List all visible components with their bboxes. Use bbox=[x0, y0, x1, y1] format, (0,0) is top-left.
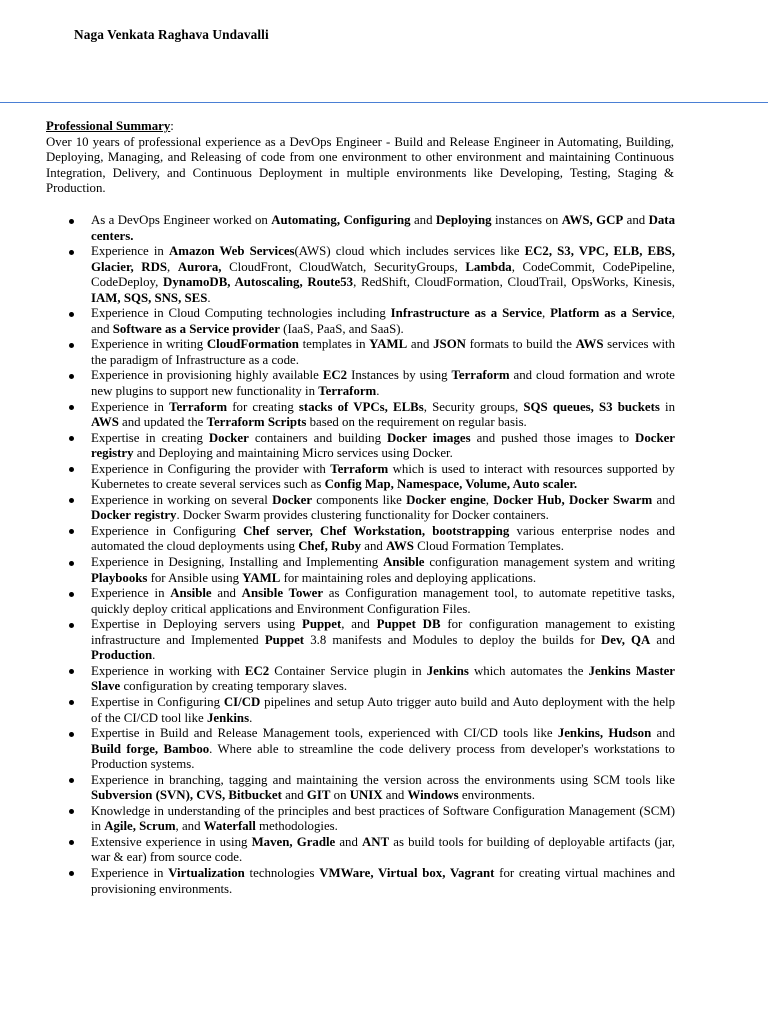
bullet-dot-icon bbox=[69, 529, 74, 534]
bullet-dot-icon bbox=[69, 467, 74, 472]
bold-text: EC2 bbox=[244, 663, 270, 678]
text: containers and building bbox=[248, 430, 388, 445]
text: technologies bbox=[244, 865, 320, 880]
bold-text: Amazon Web Services bbox=[168, 244, 295, 259]
text: (AWS) cloud which includes services like bbox=[294, 244, 525, 259]
bold-text: UNIX bbox=[349, 788, 383, 803]
bold-text: Ansible bbox=[170, 586, 212, 601]
summary-intro: Over 10 years of professional experience as a DevOps Engineer - Build and Release Engineer in Automating, Building, Deploying, Managing, and Releasing of code from one environment to other environment and maintaining Continuous Integration, Delivery, and Continuous Deployment in multiple environments like Developing, Testing, Staging & Production. bbox=[46, 134, 674, 196]
bullet-item bbox=[91, 524, 675, 555]
bold-text: Playbooks bbox=[91, 570, 148, 585]
bold-text: Docker images bbox=[387, 430, 471, 445]
bold-text: Jenkins bbox=[206, 710, 250, 725]
text: pipelines and setup Auto trigger auto build and Auto deployment with the help of the CI/CD tool like bbox=[91, 694, 676, 725]
bullet-item bbox=[91, 337, 675, 368]
text: Expertise in Deploying servers using bbox=[91, 617, 302, 632]
bold-text: Platform as a Service bbox=[550, 306, 672, 321]
text: Experience in bbox=[91, 399, 170, 414]
bullet-dot-icon bbox=[69, 778, 74, 783]
bold-text: Maven, Gradle bbox=[251, 834, 336, 849]
bullet-dot-icon bbox=[69, 219, 74, 224]
bullet-item bbox=[91, 695, 675, 726]
text: (IaaS, PaaS, and SaaS). bbox=[279, 321, 404, 336]
text: and bbox=[651, 726, 675, 741]
text: for maintaining roles and deploying applications. bbox=[280, 570, 537, 585]
bullet-item bbox=[91, 726, 675, 773]
bold-text: AWS bbox=[386, 539, 414, 554]
heading-colon: : bbox=[170, 119, 174, 133]
bold-text: Windows bbox=[407, 788, 459, 803]
text: various enterprise nodes and automated the cloud deployments using bbox=[91, 523, 675, 554]
text: , bbox=[485, 492, 494, 507]
bold-text: Terraform bbox=[169, 399, 228, 414]
text: , CodeCommit, CodePipeline, CodeDeploy, bbox=[91, 259, 675, 290]
bold-text: Jenkins bbox=[426, 663, 469, 678]
bullet-dot-icon bbox=[69, 436, 74, 441]
text: and bbox=[652, 492, 676, 507]
text: Experience in bbox=[91, 865, 169, 880]
bold-text: Waterfall bbox=[203, 819, 256, 834]
header-divider bbox=[0, 102, 768, 103]
bold-text: Docker bbox=[272, 492, 313, 507]
bullet-dot-icon bbox=[69, 592, 74, 597]
bold-text: Docker Hub, Docker Swarm bbox=[493, 492, 653, 507]
bold-text: Ansible bbox=[383, 555, 425, 570]
bold-text: Aurora, bbox=[177, 259, 222, 274]
text: and bbox=[361, 539, 387, 554]
bullet-dot-icon bbox=[69, 669, 74, 674]
candidate-name: Naga Venkata Raghava Undavalli bbox=[74, 27, 269, 42]
bold-text: AWS bbox=[91, 415, 119, 430]
bold-text: Docker bbox=[208, 430, 249, 445]
text: , bbox=[167, 259, 178, 274]
bullet-dot-icon bbox=[69, 405, 74, 410]
text: configuration by creating temporary slaves. bbox=[120, 679, 348, 694]
text: and bbox=[281, 788, 307, 803]
text: as Configuration management tool, to automate repetitive tasks, quickly deploy critical applications and Environment Configuration Files. bbox=[91, 586, 675, 616]
text: and bbox=[650, 632, 675, 647]
bullet-item bbox=[91, 586, 675, 617]
text: for Ansible using bbox=[147, 570, 243, 585]
bold-text: YAML bbox=[242, 570, 281, 585]
text: . Where able to streamline the code delivery process from developer's workstations to Production systems. bbox=[91, 741, 675, 772]
text: Experience in bbox=[91, 586, 171, 601]
text: configuration management system and writing bbox=[424, 555, 676, 570]
text: , and bbox=[175, 819, 204, 834]
bullet-item bbox=[91, 431, 675, 462]
bullet-item bbox=[91, 462, 675, 493]
text: . bbox=[207, 290, 211, 305]
bold-text: CloudFormation bbox=[206, 337, 299, 352]
text: . bbox=[249, 710, 253, 725]
bullet-item bbox=[91, 835, 675, 866]
text: Experience in working on several bbox=[91, 492, 273, 507]
bold-text: Agile, Scrum bbox=[104, 819, 176, 834]
bullet-item bbox=[91, 664, 675, 695]
text: components like bbox=[312, 492, 407, 507]
bold-text: Docker engine bbox=[406, 492, 486, 507]
text: for creating virtual machines and provisioning environments. bbox=[91, 865, 676, 896]
bold-text: VMWare, Virtual box, Vagrant bbox=[319, 865, 495, 880]
experience-bullet-list bbox=[91, 213, 675, 897]
bullet-item bbox=[91, 306, 675, 337]
bullet-dot-icon bbox=[69, 732, 74, 737]
text: Experience in Designing, Installing and Implementing bbox=[91, 555, 384, 570]
text: 3.8 manifests and Modules to deploy the builds for bbox=[304, 632, 602, 647]
bold-text: Jenkins, Hudson bbox=[557, 726, 652, 741]
bold-text: JSON bbox=[433, 337, 466, 352]
text: on bbox=[330, 788, 350, 803]
bold-text: IAM, SQS, SNS, SES bbox=[91, 290, 208, 305]
bullet-dot-icon bbox=[69, 700, 74, 705]
professional-summary-section bbox=[46, 119, 674, 197]
bold-text: Build forge, Bamboo bbox=[91, 741, 210, 756]
bold-text: Terraform bbox=[318, 384, 377, 399]
text: Experience in bbox=[91, 244, 169, 259]
bold-text: Subversion (SVN), CVS, Bitbucket bbox=[91, 788, 282, 803]
bullet-dot-icon bbox=[69, 498, 74, 503]
text: and bbox=[407, 337, 434, 352]
bold-text: stacks of VPCs, ELBs bbox=[298, 399, 424, 414]
bullet-item bbox=[91, 555, 675, 586]
text: . Docker Swarm provides clustering functionality for Docker containers. bbox=[176, 508, 549, 523]
bold-text: Jenkins Master Slave bbox=[91, 663, 675, 694]
text: methodologies. bbox=[255, 819, 338, 834]
bold-text: GIT bbox=[306, 788, 331, 803]
text: Experience in writing bbox=[91, 337, 207, 352]
text: and bbox=[410, 213, 436, 227]
text: Experience in branching, tagging and maintaining the version across the environments using SCM tools like bbox=[91, 772, 675, 787]
text: in bbox=[659, 399, 676, 414]
bold-text: Terraform bbox=[330, 461, 389, 476]
text: and updated the bbox=[118, 415, 207, 430]
text: Container Service plugin in bbox=[269, 663, 427, 678]
text: and bbox=[623, 213, 649, 227]
bold-text: Docker registry bbox=[91, 508, 177, 523]
bold-text: CI/CD bbox=[223, 694, 261, 709]
text: , Security groups, bbox=[423, 399, 524, 414]
text: , and bbox=[91, 306, 675, 336]
bullet-dot-icon bbox=[69, 840, 74, 845]
bold-text: Virtualization bbox=[168, 865, 245, 880]
text: Expertise in Configuring bbox=[91, 694, 224, 709]
bullet-item bbox=[91, 493, 675, 524]
bold-text: Terraform bbox=[451, 368, 510, 383]
bold-text: Deploying bbox=[435, 213, 492, 227]
bullet-dot-icon bbox=[69, 312, 74, 317]
text: , and bbox=[341, 617, 377, 632]
text: As a DevOps Engineer worked on bbox=[91, 213, 272, 227]
bold-text: AWS bbox=[575, 337, 604, 352]
text: Experience in Cloud Computing technologies including bbox=[91, 306, 391, 321]
bold-text: Data centers. bbox=[91, 213, 675, 243]
bold-text: Puppet bbox=[301, 617, 342, 632]
text: and Deploying and maintaining Micro services using Docker. bbox=[133, 446, 453, 461]
text: for configuration management to existing infrastructure and Implemented bbox=[91, 617, 675, 647]
section-heading bbox=[46, 119, 674, 135]
bold-text: EC2, S3, VPC, ELB, EBS, Glacier, RDS bbox=[91, 244, 676, 274]
bullet-item bbox=[91, 244, 675, 306]
text: Knowledge in understanding of the principles and best practices of Software Configuration Management (SCM) in bbox=[91, 803, 675, 834]
bold-text: Chef server, Chef Workstation, bootstrapping bbox=[243, 523, 510, 538]
bold-text: Automating, Configuring bbox=[271, 213, 411, 227]
text: instances on bbox=[491, 213, 562, 227]
text: , RedShift, CloudFormation, CloudTrail, OpsWorks, Kinesis, bbox=[353, 275, 675, 290]
bullet-dot-icon bbox=[69, 374, 74, 379]
text: services with the paradigm of Infrastructure as a code. bbox=[91, 337, 676, 367]
bullet-dot-icon bbox=[69, 871, 74, 876]
bullet-dot-icon bbox=[69, 809, 74, 814]
bullet-item bbox=[91, 400, 675, 431]
bold-text: Puppet bbox=[264, 632, 305, 647]
text: CloudFront, CloudWatch, SecurityGroups, bbox=[221, 259, 466, 274]
bold-text: EC2 bbox=[322, 368, 348, 383]
bullet-item bbox=[91, 866, 675, 897]
bullet-dot-icon bbox=[69, 250, 74, 255]
text: which automates the bbox=[468, 663, 589, 678]
bullet-item bbox=[91, 773, 675, 804]
bullet-dot-icon bbox=[69, 561, 74, 566]
bold-text: Lambda bbox=[465, 259, 512, 274]
text: Cloud Formation Templates. bbox=[413, 539, 564, 554]
text: Instances by using bbox=[347, 368, 452, 383]
heading-text: Professional Summary bbox=[46, 119, 171, 133]
bold-text: DynamoDB, Autoscaling, Route53 bbox=[163, 275, 354, 290]
bullet-item bbox=[91, 368, 675, 399]
text: Experience in provisioning highly available bbox=[91, 368, 323, 383]
text: environments. bbox=[458, 788, 536, 803]
bullet-item bbox=[91, 804, 675, 835]
text: and bbox=[211, 586, 242, 601]
text: and cloud formation and wrote new plugins to support new functionality in bbox=[91, 368, 675, 399]
bold-text: Terraform Scripts bbox=[206, 415, 307, 430]
text: for creating bbox=[227, 399, 299, 414]
text: Experience in Configuring the provider with bbox=[91, 461, 331, 476]
text: which is used to interact with resources supported by Kubernetes to create several services such as bbox=[91, 461, 675, 492]
bold-text: Infrastructure as a Service bbox=[390, 306, 543, 321]
text: based on the requirement on regular basis. bbox=[306, 415, 527, 430]
text: formats to build the bbox=[465, 337, 576, 352]
bold-text: Software as a Service provider bbox=[112, 321, 280, 336]
bold-text: Config Map, Namespace, Volume, Auto scaler. bbox=[324, 477, 578, 492]
bullet-item bbox=[91, 617, 675, 664]
bullet-item bbox=[91, 213, 675, 244]
bold-text: SQS queues, S3 buckets bbox=[523, 399, 660, 414]
text: templates in bbox=[298, 337, 370, 352]
text: Expertise in Build and Release Management tools, experienced with CI/CD tools like bbox=[91, 726, 558, 741]
text: and bbox=[335, 834, 363, 849]
bold-text: Production bbox=[91, 648, 153, 663]
bold-text: Ansible Tower bbox=[241, 586, 324, 601]
text: and pushed those images to bbox=[470, 430, 636, 445]
text: Experience in working with bbox=[91, 663, 245, 678]
bold-text: Puppet DB bbox=[376, 617, 441, 632]
bold-text: Dev, QA bbox=[601, 632, 651, 647]
bold-text: Docker registry bbox=[91, 430, 675, 461]
text: . bbox=[152, 648, 156, 663]
text: , bbox=[542, 306, 551, 321]
bullet-dot-icon bbox=[69, 623, 74, 628]
text: Expertise in creating bbox=[91, 430, 209, 445]
bold-text: Chef, Ruby bbox=[298, 539, 362, 554]
bold-text: ANT bbox=[362, 834, 390, 849]
text: Extensive experience in using bbox=[91, 834, 252, 849]
bold-text: YAML bbox=[369, 337, 408, 352]
text: as build tools for building of deployable artifacts (jar, war & ear) from source code. bbox=[91, 834, 675, 865]
text: Experience in Configuring bbox=[91, 523, 244, 538]
text: . bbox=[376, 384, 380, 399]
bullet-dot-icon bbox=[69, 343, 74, 348]
bold-text: AWS, GCP bbox=[561, 213, 624, 227]
text: and bbox=[382, 788, 408, 803]
